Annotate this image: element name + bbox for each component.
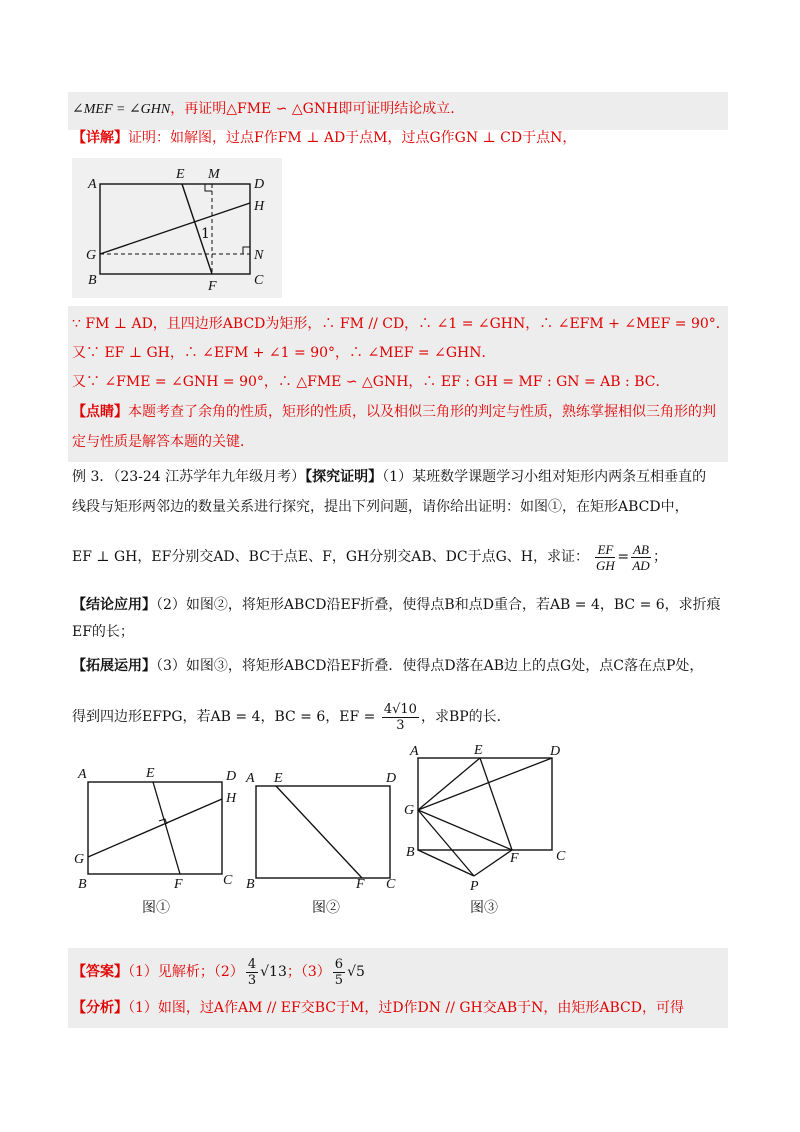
fig1-label-a: A bbox=[78, 767, 87, 782]
analysis-line bbox=[72, 998, 684, 1018]
fig3-segment-gd bbox=[418, 758, 552, 810]
fig1-label-c: C bbox=[223, 873, 233, 888]
fraction-ab-ad bbox=[631, 542, 651, 573]
example3-line-1 bbox=[72, 467, 706, 487]
fig1-label-g: G bbox=[74, 852, 85, 867]
answer-frac1-num: 4 bbox=[247, 956, 257, 972]
fig3-segment-ef bbox=[480, 758, 512, 850]
fig3-label-g: G bbox=[404, 803, 415, 818]
comment-text-1: 本题考查了余角的性质，矩形的性质，以及相似三角形的判定与性质，熟练掌握相似三角形的判 bbox=[128, 404, 716, 420]
fig1-caption: 图① bbox=[142, 900, 170, 916]
example3-line-2: 线段与矩形两邻边的数量关系进行探究，提出下列问题，请你给出证明：如图①，在矩形ABCD中， bbox=[72, 499, 689, 515]
fig2-label-d: D bbox=[386, 771, 397, 786]
answer-line bbox=[72, 955, 365, 989]
example3-condition: EF ⊥ GH，EF分别交AD、BC于点E、F，GH分别交AB、DC于点G、H，求证： bbox=[72, 549, 589, 565]
example3-line-6 bbox=[72, 656, 703, 676]
label-h: H bbox=[254, 199, 265, 214]
extension-tag: 【拓展运用】 bbox=[72, 658, 156, 674]
proof-line-3: 又∵ ∠FME = ∠GNH = 90°，∴ △FME ∽ △GNH，∴ EF : GH = MF : GN = AB : BC． bbox=[72, 374, 670, 390]
comment-tag: 【点睛】 bbox=[72, 404, 128, 420]
answer-root-1: √13 bbox=[260, 964, 287, 980]
label-b: B bbox=[88, 273, 97, 288]
answer-frac2-num: 6 bbox=[334, 956, 344, 972]
fig3-label-c: C bbox=[556, 849, 566, 864]
label-angle-1: 1 bbox=[201, 226, 210, 242]
label-g: G bbox=[86, 248, 97, 263]
frac-den-gh: GH bbox=[595, 557, 615, 573]
fraction-ef-gh bbox=[595, 542, 615, 573]
fig2-label-b: B bbox=[246, 877, 255, 892]
label-a: A bbox=[88, 177, 97, 192]
fig2-caption: 图② bbox=[312, 900, 340, 916]
fig2-segment-ef bbox=[276, 786, 362, 878]
example3-intro: （1）某班数学课题学习小组对矩形内两条互相垂直的 bbox=[382, 469, 707, 485]
fig1-label-d: D bbox=[226, 769, 237, 784]
label-c: C bbox=[254, 273, 264, 288]
line3-end: ； bbox=[652, 549, 667, 565]
label-f: F bbox=[208, 279, 217, 294]
analysis-tag: 【分析】 bbox=[72, 1000, 128, 1016]
fig2-rectangle bbox=[256, 786, 390, 878]
fig2-label-f: F bbox=[356, 877, 365, 892]
fig2-label-a: A bbox=[246, 771, 255, 786]
fig3-label-f: F bbox=[510, 851, 519, 866]
answer-part1: （1）见解析；（2） bbox=[128, 964, 244, 980]
fig3-label-a: A bbox=[410, 744, 419, 759]
solution-figure bbox=[72, 158, 282, 298]
fig1-label-e: E bbox=[146, 766, 155, 781]
answer-fraction-1 bbox=[246, 957, 258, 988]
example3-header: 例 3．（23-24 江苏学年九年级月考） bbox=[72, 469, 306, 485]
frac-den-3: 3 bbox=[396, 717, 405, 733]
label-m: M bbox=[208, 167, 220, 182]
fig3-segment-pf bbox=[474, 850, 512, 876]
equals-sign: = bbox=[617, 549, 630, 565]
fig3-label-b: B bbox=[406, 845, 415, 860]
figure-1 bbox=[70, 760, 250, 920]
fig1-segment-ef bbox=[153, 782, 180, 874]
fig1-segment-gh bbox=[88, 799, 222, 857]
frac-num-4root10: 4√10 bbox=[383, 701, 417, 717]
label-e: E bbox=[176, 167, 185, 182]
math-angle-eq: ∠MEF = ∠GHN bbox=[72, 102, 171, 117]
figure-2 bbox=[240, 760, 410, 920]
example3-line-3 bbox=[72, 540, 667, 574]
fig1-label-h: H bbox=[226, 791, 237, 806]
example3-line-4 bbox=[72, 595, 721, 615]
fig3-label-p: P bbox=[470, 879, 479, 894]
answer-part2: ；（3） bbox=[286, 964, 331, 980]
fig3-segment-bp bbox=[418, 850, 474, 876]
fig3-segment-gp bbox=[418, 810, 474, 876]
comment-line-1 bbox=[72, 402, 716, 422]
fig3-label-d: D bbox=[550, 744, 561, 759]
label-n: N bbox=[254, 248, 264, 263]
fraction-ef-value bbox=[382, 702, 419, 733]
frac-den-ad: AD bbox=[632, 557, 650, 573]
conclusion-tag: 【结论应用】 bbox=[72, 597, 156, 613]
answer-frac2-den: 5 bbox=[334, 972, 344, 988]
extension-text: （3）如图③，将矩形ABCD沿EF折叠．使得点D落在AB边上的点G处，点C落在点P处， bbox=[156, 658, 704, 674]
fig3-segment-gf bbox=[418, 810, 512, 850]
detail-tag: 【详解】 bbox=[72, 130, 128, 146]
analysis-end: 即可证明结论成立. bbox=[338, 101, 455, 117]
conclusion-text: （2）如图②，将矩形ABCD沿EF折叠，使得点B和点D重合，若AB = 4，BC = 6，求折痕 bbox=[156, 597, 721, 613]
proof-line-1: ∵ FM ⊥ AD，且四边形ABCD为矩形，∴ FM // CD，∴ ∠1 = ∠GHN，∴ ∠EFM + ∠MEF = 90°． bbox=[72, 316, 730, 332]
answer-frac1-den: 3 bbox=[247, 972, 257, 988]
fig3-caption: 图③ bbox=[470, 900, 498, 916]
proof-line-2: 又∵ EF ⊥ GH，∴ ∠EFM + ∠1 = 90°，∴ ∠MEF = ∠GHN． bbox=[72, 345, 496, 361]
analysis-mid: ，再证明△FME ∽ △GNH bbox=[170, 101, 339, 117]
answer-root-2: √5 bbox=[347, 964, 365, 980]
fig1-label-b: B bbox=[78, 877, 87, 892]
figure-3 bbox=[400, 738, 580, 918]
fig3-label-e: E bbox=[474, 743, 483, 758]
label-d: D bbox=[254, 177, 265, 192]
detail-text: 证明：如解图，过点F作FM ⊥ AD于点M，过点G作GN ⊥ CD于点N， bbox=[128, 130, 577, 146]
frac-num-ab: AB bbox=[633, 541, 649, 557]
example3-line-7 bbox=[72, 700, 511, 734]
example3-line-5: EF的长； bbox=[72, 624, 134, 640]
answer-fraction-2 bbox=[333, 957, 345, 988]
frac-num-ef: EF bbox=[597, 541, 614, 557]
fig2-label-e: E bbox=[274, 771, 283, 786]
fig3-segment-ge bbox=[418, 758, 480, 810]
fig2-label-c: C bbox=[386, 877, 396, 892]
extension-given: 得到四边形EFPG，若AB = 4，BC = 6，EF = bbox=[72, 709, 376, 725]
comment-line-2: 定与性质是解答本题的关键． bbox=[72, 434, 254, 450]
extension-end: ，求BP的长． bbox=[420, 709, 511, 725]
explore-tag: 【探究证明】 bbox=[305, 469, 383, 485]
detail-line bbox=[72, 128, 576, 148]
fig1-label-f: F bbox=[174, 877, 183, 892]
answer-tag: 【答案】 bbox=[72, 964, 128, 980]
analysis-line-1 bbox=[72, 99, 455, 120]
analysis-text: （1）如图，过A作AM // EF交BC于M，过D作DN // GH交AB于N，由矩形ABCD，可得 bbox=[128, 1000, 684, 1016]
